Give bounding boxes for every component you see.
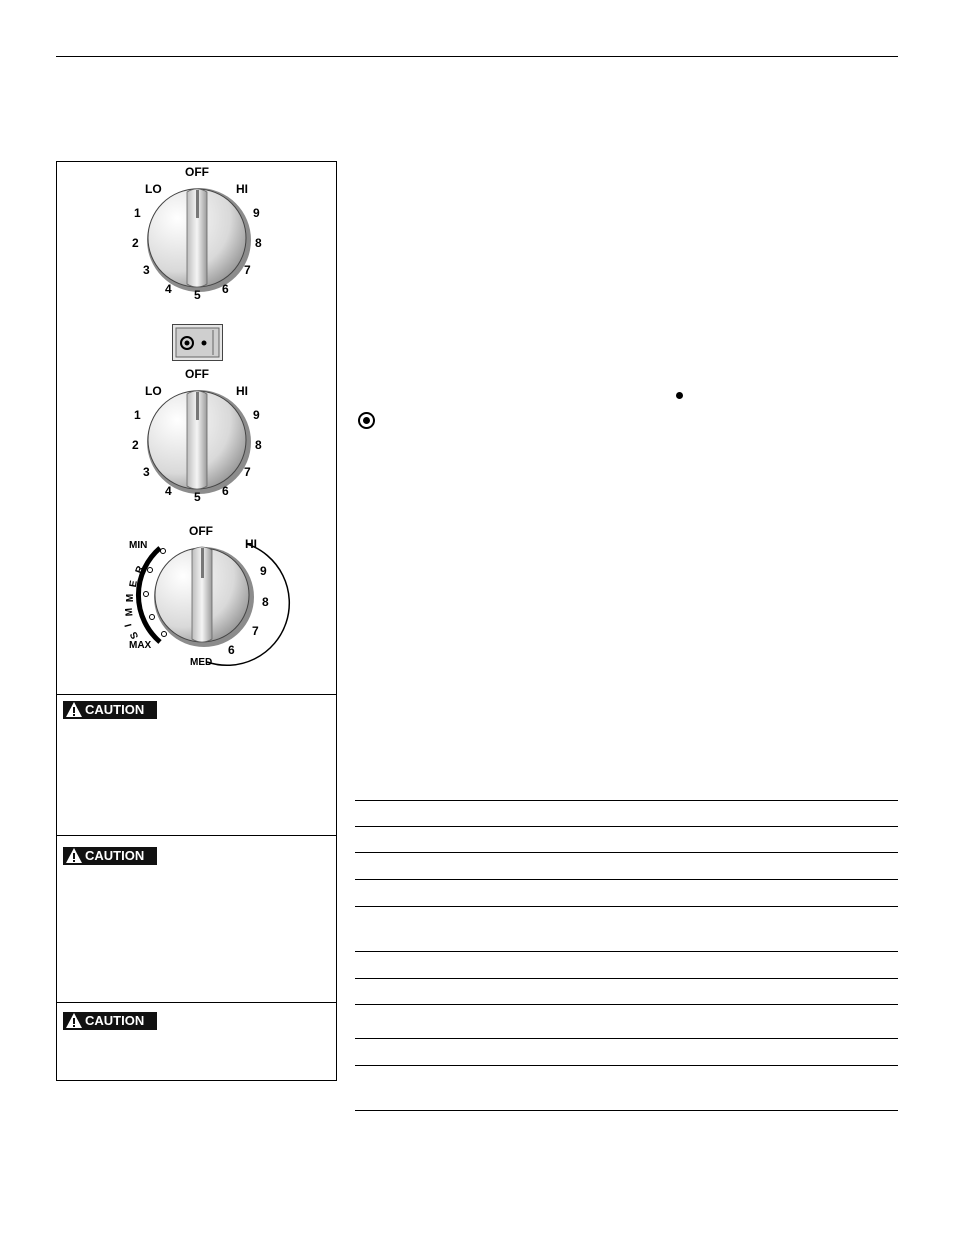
knob-label-6: 6 bbox=[222, 484, 229, 498]
control-knob-simmer bbox=[57, 522, 336, 682]
knob-label-7: 7 bbox=[244, 465, 251, 479]
knob-label-max: MAX bbox=[129, 640, 152, 651]
knob-label-hi: HI bbox=[236, 384, 248, 398]
knob-label-3: 3 bbox=[143, 263, 150, 277]
control-knob-panel bbox=[56, 161, 337, 1081]
simmer-letter: S bbox=[128, 629, 142, 641]
dual-element-switch-icon bbox=[172, 324, 224, 362]
table-rule bbox=[355, 906, 898, 907]
knob-label-off: OFF bbox=[185, 165, 209, 179]
knob-label-6: 6 bbox=[228, 643, 235, 657]
knob-label-7: 7 bbox=[244, 263, 251, 277]
simmer-letter: E bbox=[127, 579, 140, 589]
caution-label: CAUTION bbox=[85, 1013, 145, 1028]
panel-divider bbox=[57, 835, 336, 836]
caution-label: CAUTION bbox=[85, 702, 145, 717]
knob-label-9: 9 bbox=[260, 564, 267, 578]
knob-label-8: 8 bbox=[255, 236, 262, 250]
knob-label-8: 8 bbox=[262, 595, 269, 609]
knob-label-2: 2 bbox=[132, 236, 139, 250]
target-circle-icon bbox=[357, 411, 376, 430]
table-rule bbox=[355, 800, 898, 801]
table-rule bbox=[355, 879, 898, 880]
knob-label-5: 5 bbox=[194, 288, 201, 302]
caution-badge bbox=[63, 701, 157, 719]
table-rule bbox=[355, 1065, 898, 1066]
warning-icon bbox=[65, 1012, 83, 1030]
warning-icon bbox=[65, 847, 83, 865]
knob-label-off: OFF bbox=[189, 524, 213, 538]
caution-badge bbox=[63, 847, 157, 865]
panel-divider bbox=[57, 694, 336, 695]
simmer-letter: M bbox=[123, 607, 136, 617]
table-rule bbox=[355, 1110, 898, 1111]
knob-label-min: MIN bbox=[129, 540, 148, 551]
table-rule bbox=[355, 951, 898, 952]
knob-label-4: 4 bbox=[165, 484, 172, 498]
knob-label-lo: LO bbox=[145, 384, 162, 398]
knob-label-2: 2 bbox=[132, 438, 139, 452]
control-knob-dual bbox=[57, 364, 336, 514]
caution-badge bbox=[63, 1012, 157, 1030]
knob-label-3: 3 bbox=[143, 465, 150, 479]
warning-icon bbox=[65, 701, 83, 719]
table-rule bbox=[355, 978, 898, 979]
table-rule bbox=[355, 826, 898, 827]
knob-label-med: MED bbox=[190, 657, 213, 668]
table-rule bbox=[355, 852, 898, 853]
panel-divider bbox=[57, 1002, 336, 1003]
knob-label-lo: LO bbox=[145, 182, 162, 196]
simmer-letter: M bbox=[125, 593, 137, 603]
control-knob-standard bbox=[57, 162, 336, 312]
simmer-letter: R bbox=[133, 564, 147, 576]
caution-label: CAUTION bbox=[85, 848, 145, 863]
simmer-letter: I bbox=[123, 622, 135, 628]
knob-label-9: 9 bbox=[253, 408, 260, 422]
knob-label-7: 7 bbox=[252, 624, 259, 638]
dot-icon bbox=[675, 391, 684, 400]
knob-label-6: 6 bbox=[222, 282, 229, 296]
table-rule bbox=[355, 1038, 898, 1039]
top-rule bbox=[56, 56, 898, 57]
knob-label-off: OFF bbox=[185, 367, 209, 381]
knob-label-1: 1 bbox=[134, 408, 141, 422]
knob-label-8: 8 bbox=[255, 438, 262, 452]
knob-label-9: 9 bbox=[253, 206, 260, 220]
knob-label-5: 5 bbox=[194, 490, 201, 504]
table-rule bbox=[355, 1004, 898, 1005]
knob-label-4: 4 bbox=[165, 282, 172, 296]
knob-label-hi: HI bbox=[245, 537, 257, 551]
knob-label-hi: HI bbox=[236, 182, 248, 196]
knob-label-1: 1 bbox=[134, 206, 141, 220]
